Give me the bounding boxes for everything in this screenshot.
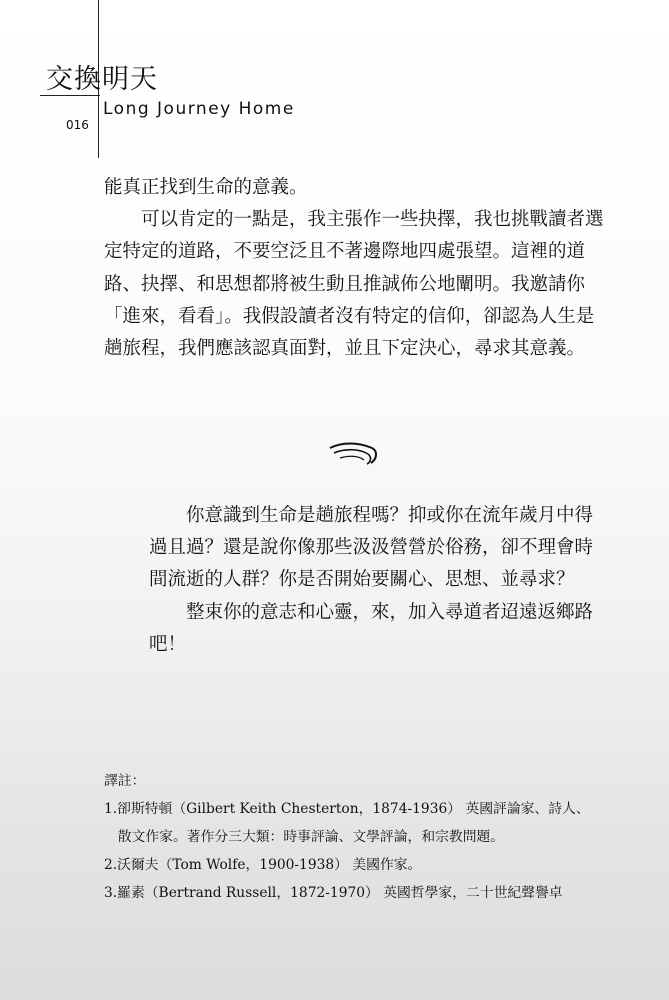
note-3: 3.羅素（Bertrand Russell，1872-1970） 英國哲學家，二十世紀聲譽卓 [104,885,563,901]
quote-paragraph-2: 整束你的意志和心靈，來，加入尋道者迢遠返鄉路吧！ [149,601,594,655]
swirl-ornament-icon [328,440,380,474]
note-2: 2.沃爾夫（Tom Wolfe，1900-1938） 美國作家。 [104,857,422,873]
body-paragraph-1: 能真正找到生命的意義。 [104,177,308,198]
body-text [104,172,609,365]
note-1-line-1: 1.卻斯特頓（Gilbert Keith Chesterton，1874-1936） 英國評論家、詩人、 [104,801,590,817]
reflection-quote [149,500,604,661]
note-1-line-2: 散文作家。著作分三大類：時事評論、文學評論，和宗教問題。 [117,829,505,845]
book-title-english: Long Journey Home [103,99,295,119]
quote-paragraph-1: 你意識到生命是趟旅程嗎？抑或你在流年歲月中得過且過？還是說你像那些汲汲營營於俗務，卻不理會時間流逝的人群？你是否開始要關心、思想、並尋求？ [149,505,594,591]
book-title-chinese: 交換明天 [46,64,158,95]
notes-heading: 譯註： [104,773,146,789]
translator-notes [104,767,624,907]
page-number: 016 [66,118,89,132]
body-paragraph-2: 可以肯定的一點是，我主張作一些抉擇，我也挑戰讀者選定特定的道路，不要空泛且不著邊際地四處張望。這裡的道路、抉擇、和思想都將被生動且推誠佈公地闡明。我邀請你「進來，看看」。我假設讀者沒有特定的信仰，卻認為人生是趟旅程，我們應該認真面對，並且下定決心，尋求其意義。 [104,209,604,360]
